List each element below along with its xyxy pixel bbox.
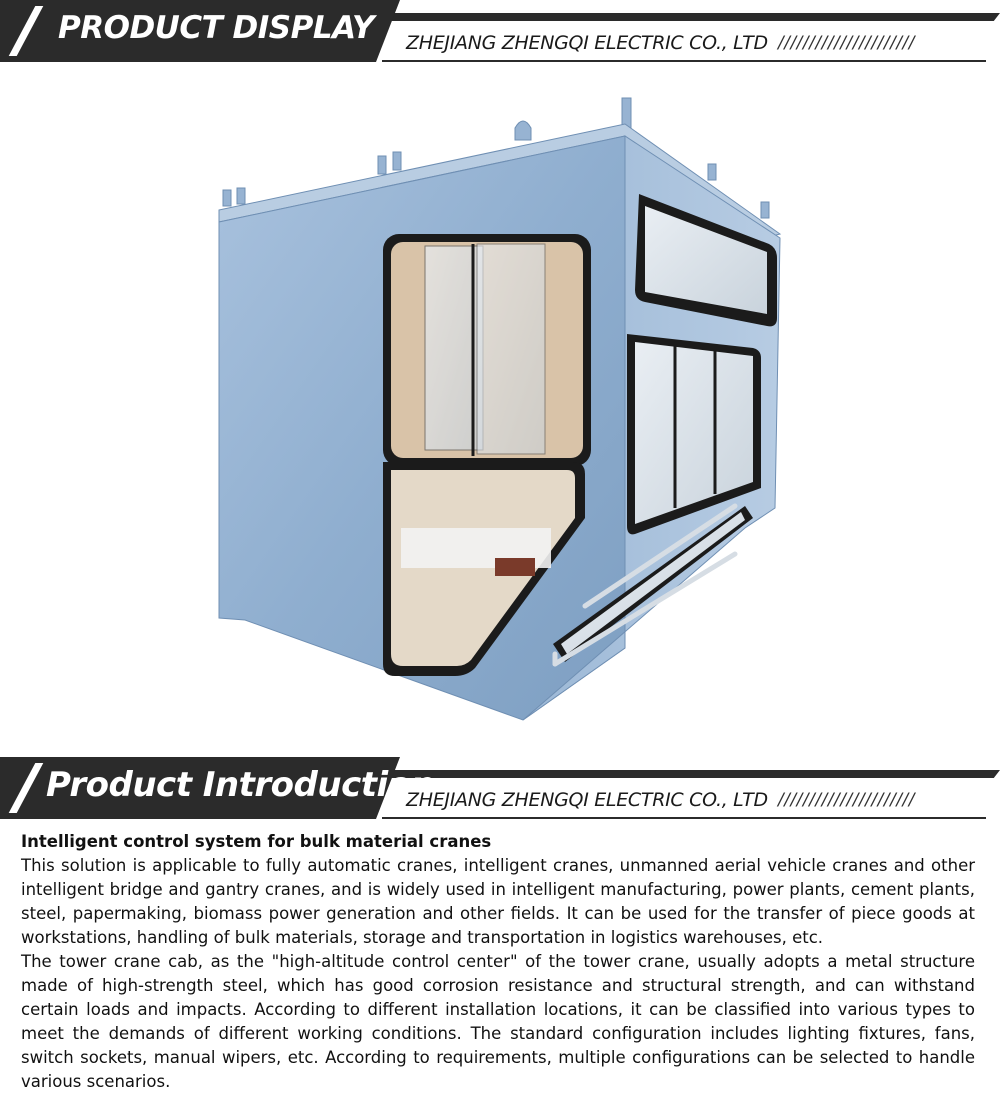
banner-top-line [380,770,1000,778]
banner-bottom-line [382,817,986,819]
banner-bottom-line [382,60,986,62]
section-title: PRODUCT DISPLAY [58,10,374,46]
hatch-decoration: ////////////////////// [778,790,916,810]
intro-paragraph-1: This solution is applicable to fully automatic cranes, intelligent cranes, unmanned aerial vehicle cranes and other intelligent bridge and gantry cranes, and is widely used in intelligent manufacturing, power plants, cement plants, steel, papermaking, biomass power generation and other fields. It can be used for the transfer of piece goods at workstations, handling of bulk materials, storage and transportation in logistics warehouses, etc. [21,856,975,947]
product-display-banner [0,0,1000,64]
company-name: ZHEJIANG ZHENGQI ELECTRIC CO., LTD [406,789,768,811]
intro-heading: Intelligent control system for bulk material cranes [21,832,492,851]
section-title: Product Introduction [46,765,435,805]
company-name: ZHEJIANG ZHENGQI ELECTRIC CO., LTD [406,32,768,54]
intro-paragraph-2: The tower crane cab, as the "high-altitude control center" of the tower crane, usually adopts a metal structure made of high-strength steel, which has good corrosion resistance and structural strength, and can withstand certain loads and impacts. According to different installation locations, it can be classified into various types to meet the demands of different working conditions. The standard configuration includes lighting fixtures, fans, switch sockets, manual wipers, etc. According to requirements, multiple configurations can be selected to handle various scenarios. [21,952,975,1091]
hatch-decoration: ////////////////////// [778,33,916,53]
banner-top-line [380,13,1000,21]
product-introduction-banner [0,757,1000,821]
introduction-section [21,830,975,1094]
product-image [205,88,795,728]
